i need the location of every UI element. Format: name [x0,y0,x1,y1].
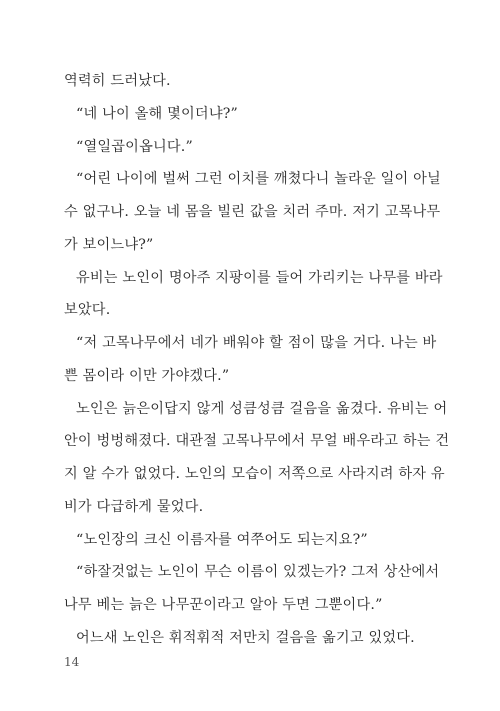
text-line: 안이 벙벙해졌다. 대관절 고목나무에서 무얼 배우라고 하는 건 [64,433,450,450]
text-line: 쁜 몸이라 이만 가야겠다.” [64,367,230,384]
text-line: 나무 베는 늙은 나무꾼이라고 알아 두면 그뿐이다.” [64,597,383,614]
text-line: “어린 나이에 벌써 그런 이치를 깨쳤다니 놀라운 일이 아닐 [76,171,441,188]
text-line: “하잘것없는 노인이 무슨 이름이 있겠는가? 그저 상산에서 [76,564,440,581]
text-line: 보았다. [64,302,111,319]
text-line: 노인은 늙은이답지 않게 성큼성큼 걸음을 옮겼다. 유비는 어 [76,400,448,417]
text-line: “노인장의 크신 이름자를 여쭈어도 되는지요?” [76,531,368,548]
text-line: 가 보이느냐?” [64,236,154,253]
text-line: 어느새 노인은 휘적휘적 저만치 걸음을 옮기고 있었다. [76,630,415,646]
text-line: 지 알 수가 없었다. 노인의 모습이 저쪽으로 사라지려 하자 유 [64,466,445,483]
text-line: “네 나이 올해 몇이더냐?” [76,105,238,122]
text-line: “열일곱이옵니다.” [76,138,193,155]
text-line: 비가 다급하게 물었다. [64,498,204,515]
text-line: 유비는 노인이 명아주 지팡이를 들어 가리키는 나무를 바라 [76,269,443,286]
page-number: 14 [64,655,80,669]
text-line: 역력히 드러났다. [64,73,171,89]
text-line: “저 고목나무에서 네가 배워야 할 점이 많을 거다. 나는 바 [76,335,437,352]
text-line: 수 없구나. 오늘 네 몸을 빌린 값을 치러 주마. 저기 고목나무 [64,204,441,221]
